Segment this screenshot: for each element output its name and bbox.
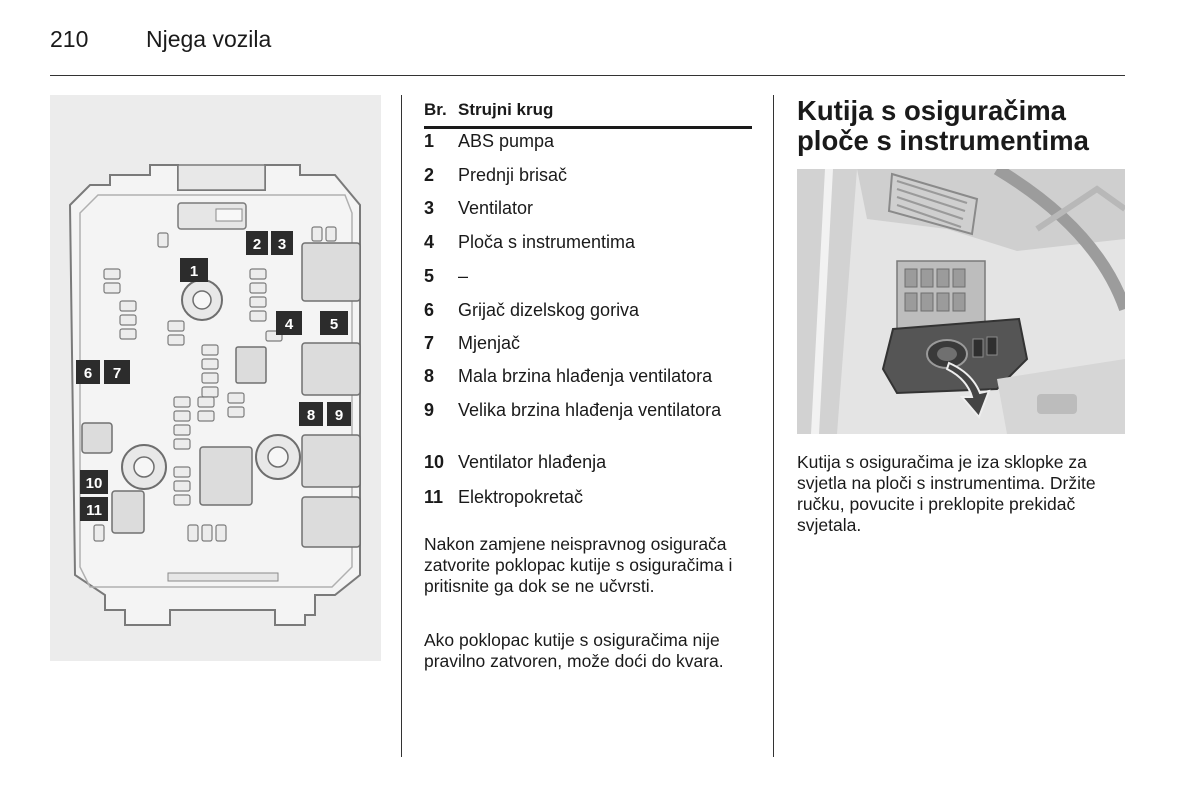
table-row (424, 332, 752, 354)
table-row (424, 164, 752, 186)
row-number: 4 (424, 232, 435, 252)
row-number: 2 (424, 165, 435, 185)
fuse-label-8: 8 (306, 407, 316, 424)
fuse-label-1: 1 (189, 263, 199, 280)
row-circuit: Mjenjač (458, 333, 521, 353)
column-divider-right (773, 95, 774, 757)
table-row (424, 231, 752, 253)
row-number: 1 (424, 131, 435, 151)
table-row (424, 451, 752, 473)
fuse-label-9: 9 (334, 407, 344, 424)
page-number: 210 (50, 26, 89, 52)
table-row (424, 365, 752, 387)
fuse-box-diagram (50, 95, 381, 661)
table-row (424, 130, 752, 152)
row-circuit: Grijač dizelskog goriva (458, 300, 640, 320)
row-number: 7 (424, 333, 435, 353)
row-circuit: Elektropokretač (458, 487, 584, 507)
row-number: 11 (424, 487, 444, 507)
table-row (424, 299, 752, 321)
row-circuit: Velika brzina hlađenja ventilatora (458, 400, 722, 420)
row-circuit: ABS pumpa (458, 131, 555, 151)
fuse-label-6: 6 (83, 365, 93, 382)
fuse-label-3: 3 (277, 236, 287, 253)
row-number: 6 (424, 300, 435, 320)
row-circuit: Ventilator (458, 198, 534, 218)
row-circuit: Ventilator hlađenja (458, 452, 607, 472)
column-header-number: Br. (424, 100, 447, 119)
section-title: Njega vozila (146, 26, 272, 52)
table-row (424, 265, 752, 287)
fuse-label-5: 5 (329, 316, 339, 333)
fuse-label-7: 7 (112, 365, 122, 382)
row-number: 3 (424, 198, 435, 218)
header-rule (50, 75, 1125, 76)
fuse-label-2: 2 (252, 236, 262, 253)
table-row (424, 399, 752, 421)
instrument-panel-fusebox-heading: Kutija s osiguračima ploče s instrumentima (797, 95, 1089, 156)
paragraph-fuse-replacement: Nakon zamjene neispravnog osigurača zatvorite poklopac kutije s osiguračima i pritisnite ga dok se ne učvrsti. (424, 534, 733, 596)
fuse-label-10: 10 (85, 475, 103, 492)
row-number: 5 (424, 266, 435, 286)
row-circuit: Mala brzina hlađenja ventilatora (458, 366, 713, 386)
row-circuit: Prednji brisač (458, 165, 568, 185)
instrument-panel-fusebox-photo (797, 169, 1125, 434)
row-number: 9 (424, 400, 435, 420)
table-row (424, 197, 752, 219)
paragraph-cover-warning: Ako poklopac kutije s osiguračima nije pravilno zatvoren, može doći do kvara. (424, 630, 724, 671)
column-header-circuit: Strujni krug (458, 100, 554, 119)
fuse-label-11: 11 (86, 502, 102, 519)
column-divider-left (401, 95, 402, 757)
row-circuit: – (458, 266, 469, 286)
fuse-table (424, 100, 752, 507)
row-circuit: Ploča s instrumentima (458, 232, 636, 252)
row-number: 8 (424, 366, 435, 386)
table-row (424, 486, 752, 508)
table-header (424, 100, 752, 129)
row-number: 10 (424, 452, 445, 472)
fuse-label-4: 4 (284, 316, 294, 333)
instrument-panel-fusebox-text: Kutija s osiguračima je iza sklopke za svjetla na ploči s instrumentima. Držite ručku, povucite i preklopite prekidač svjetala. (797, 452, 1096, 535)
